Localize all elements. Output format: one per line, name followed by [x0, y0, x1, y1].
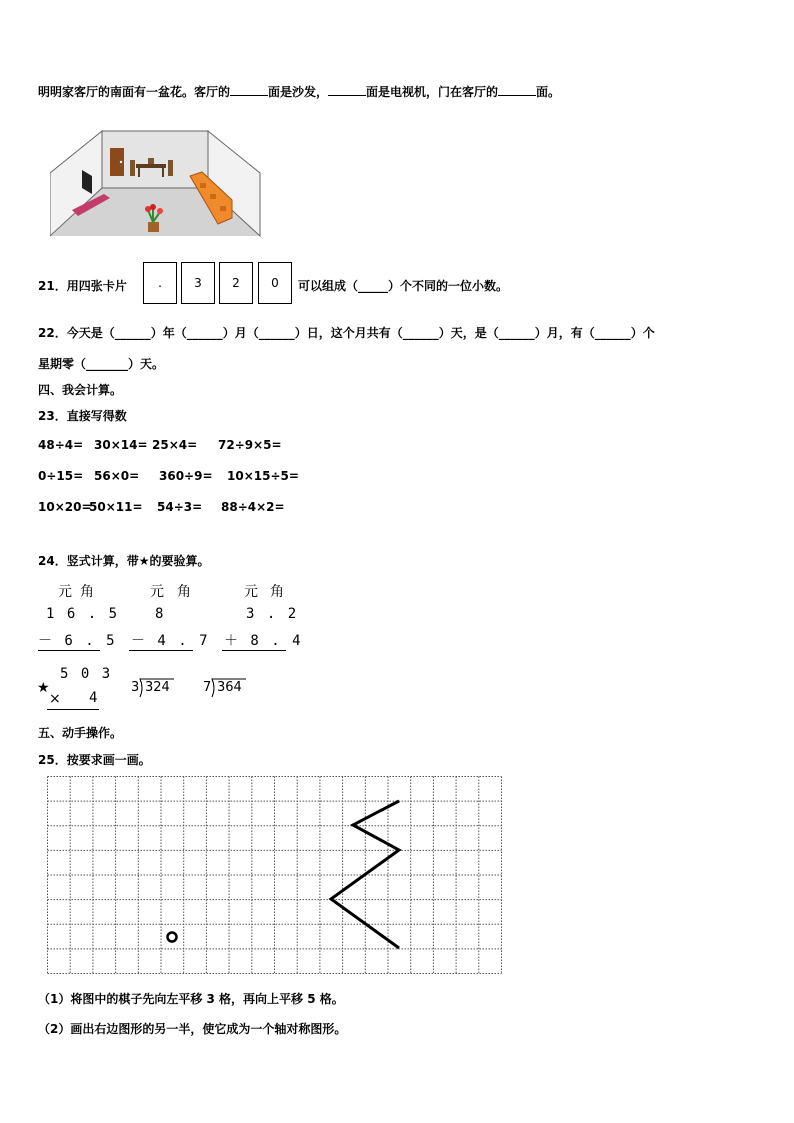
q23-r1-c1: 48÷4= [38, 438, 84, 452]
chess-piece-icon[interactable] [168, 933, 177, 942]
div2-dividend: 364 [217, 680, 242, 695]
q24-title: 24．竖式计算，带★的要验算。 [38, 554, 210, 568]
q22-line1: 22．今天是（______）年（______）月（______）日，这个月共有（______）天，是（______）月，有（______）个 [38, 326, 655, 340]
q25-title: 25．按要求画一画。 [38, 753, 151, 767]
q20-text-b: 面是沙发， [268, 85, 329, 99]
p2-bottom: － 4 . 7 [131, 633, 210, 649]
q23-title: 23．直接写得数 [38, 409, 127, 423]
q23-r3-c2: 50×11= [89, 500, 143, 514]
q23-r3-c4: 88÷4×2= [221, 500, 285, 514]
p1-unit-jiao: 角 [80, 584, 94, 600]
q21-prefix: 21．用四张卡片 [38, 279, 127, 293]
grid-lines [48, 777, 502, 974]
p3-top: 3 . 2 [246, 606, 299, 622]
drawing-grid[interactable] [47, 776, 502, 974]
card-4: 0 [258, 262, 292, 304]
card-3: 2 [219, 262, 253, 304]
q23-r1-c2: 30×14= [94, 438, 148, 452]
q23-r1-c3: 25×4= [152, 438, 198, 452]
p2-rule [129, 650, 193, 651]
p3-bottom: ＋ 8 . 4 [224, 633, 303, 649]
q25-step2: （2）画出右边图形的另一半，使它成为一个轴对称图形。 [38, 1022, 347, 1036]
p1-unit-yuan: 元 [58, 584, 72, 600]
p2-unit-jiao: 角 [177, 584, 191, 600]
mul-top: 5 0 3 [60, 666, 113, 682]
q23-r2-c2: 56×0= [94, 469, 140, 483]
q20-text-c: 面是电视机，门在客厅的 [366, 85, 499, 99]
card-1: . [143, 262, 177, 304]
mul-bottom: 4 [89, 690, 100, 706]
q20-blank-3[interactable] [498, 83, 536, 96]
p3-rule [222, 650, 286, 651]
div2-divisor: 7 [203, 680, 212, 695]
q20-blank-2[interactable] [328, 83, 366, 96]
q22-line2: 星期零（_______）天。 [38, 357, 165, 371]
section-4-heading: 四、我会计算。 [38, 383, 123, 397]
p2-top: 8 [155, 606, 166, 622]
p2-unit-yuan: 元 [150, 584, 164, 600]
card-2: 3 [181, 262, 215, 304]
p1-bottom: － 6 . 5 [38, 633, 117, 649]
p3-unit-jiao: 角 [270, 584, 284, 600]
q23-r2-c4: 10×15÷5= [227, 469, 299, 483]
q20-blank-1[interactable] [230, 83, 268, 96]
q23-r2-c3: 360÷9= [159, 469, 213, 483]
q23-r1-c4: 72÷9×5= [218, 438, 282, 452]
half-zigzag-figure [331, 801, 399, 948]
living-room-illustration [50, 128, 265, 240]
q23-r3-c3: 54÷3= [157, 500, 203, 514]
q23-r3-c1: 10×20= [38, 500, 92, 514]
p1-rule [38, 650, 100, 651]
q25-step1: （1）将图中的棋子先向左平移 3 格，再向上平移 5 格。 [38, 992, 344, 1006]
q21-suffix: 可以组成（_____）个不同的一位小数。 [298, 279, 509, 293]
div1-dividend: 324 [145, 680, 170, 695]
q23-r2-c1: 0÷15= [38, 469, 84, 483]
q20-line [38, 83, 560, 100]
q20-text-d: 面。 [536, 85, 561, 99]
star-icon: ★ [37, 680, 50, 696]
div1-divisor: 3 [131, 680, 140, 695]
p3-unit-yuan: 元 [244, 584, 258, 600]
section-5-heading: 五、动手操作。 [38, 726, 123, 740]
p1-top: 1 6 . 5 [46, 606, 120, 622]
q20-text-a: 明明家客厅的南面有一盆花。客厅的 [38, 85, 231, 99]
mul-rule [47, 709, 99, 710]
mul-sign: × [49, 691, 61, 707]
